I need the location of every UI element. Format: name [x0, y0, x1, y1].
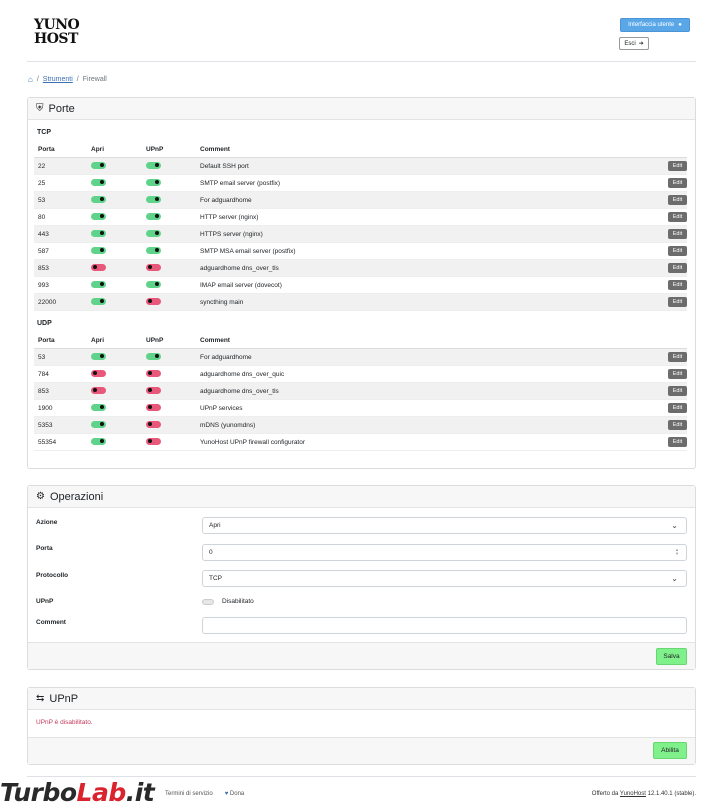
open-toggle[interactable] — [91, 438, 106, 445]
port-input[interactable] — [202, 544, 687, 561]
port-number: 993 — [38, 281, 49, 289]
upnp-toggle[interactable] — [146, 230, 161, 237]
protocol-label: Protocollo — [36, 572, 69, 579]
port-comment: YunoHost UPnP firewall configurator — [200, 438, 306, 446]
edit-button[interactable]: Edit — [668, 386, 687, 396]
column-header: Apri — [91, 336, 104, 344]
open-cell — [91, 247, 146, 256]
edit-cell — [661, 178, 687, 188]
open-toggle[interactable] — [91, 421, 106, 428]
edit-cell — [661, 229, 687, 239]
port-comment: adguardhome dns_over_tls — [200, 264, 279, 272]
edit-cell — [661, 297, 687, 307]
edit-cell — [661, 386, 687, 396]
ports-card — [27, 97, 696, 469]
open-toggle[interactable] — [91, 281, 106, 288]
upnp-cell — [146, 421, 200, 430]
upnp-switch[interactable] — [202, 599, 214, 605]
upnp-cell — [146, 213, 200, 222]
sign-out-icon: ➜ — [638, 41, 644, 47]
column-header: Comment — [200, 145, 230, 153]
port-comment: SMTP MSA email server (postfix) — [200, 247, 296, 255]
udp-table — [34, 332, 687, 451]
port-comment: mDNS (yunomdns) — [200, 421, 256, 429]
breadcrumb — [28, 75, 107, 84]
port-comment: HTTP server (nginx) — [200, 213, 259, 221]
action-value: Apri — [209, 522, 221, 529]
offered-prefix: Offerto da — [591, 791, 619, 797]
open-cell — [91, 281, 146, 290]
open-toggle[interactable] — [91, 179, 106, 186]
upnp-cell — [146, 196, 200, 205]
open-cell — [91, 179, 146, 188]
port-comment: adguardhome dns_over_tls — [200, 387, 279, 395]
port-label: Porta — [36, 545, 53, 552]
table-row — [34, 417, 687, 434]
upnp-toggle[interactable] — [146, 404, 161, 411]
table-row — [34, 383, 687, 400]
upnp-toggle[interactable] — [146, 281, 161, 288]
comment-label: Comment — [36, 619, 66, 626]
edit-cell — [661, 263, 687, 273]
port-comment: For adguardhome — [200, 353, 252, 361]
heart-icon: ♥ — [224, 791, 229, 797]
table-row — [34, 175, 687, 192]
port-number: 853 — [38, 264, 49, 272]
edit-cell — [661, 161, 687, 171]
turbolab-watermark — [0, 778, 154, 807]
port-comment: For adguardhome — [200, 196, 252, 204]
action-select[interactable] — [202, 517, 687, 534]
port-number: 784 — [38, 370, 49, 378]
port-number: 22 — [38, 162, 46, 170]
table-row — [34, 366, 687, 383]
upnp-card-footer — [28, 737, 695, 764]
exchange-icon: ⇆ — [36, 693, 45, 704]
shield-icon: ⛨ — [36, 103, 44, 114]
edit-button[interactable]: Edit — [668, 369, 687, 379]
upnp-title: UPnP — [49, 692, 79, 705]
port-number: 853 — [38, 387, 49, 395]
upnp-toggle[interactable] — [146, 298, 161, 305]
donate-link[interactable] — [225, 791, 245, 797]
save-button[interactable]: Salva — [656, 648, 687, 665]
upnp-cell — [146, 162, 200, 171]
upnp-cell — [146, 247, 200, 256]
tcp-label: TCP — [37, 129, 51, 136]
footer-credit — [592, 791, 696, 797]
port-number: 55354 — [38, 438, 57, 446]
port-number: 80 — [38, 213, 46, 221]
user-icon: ● — [678, 22, 682, 28]
open-toggle[interactable] — [91, 387, 106, 394]
logout-button[interactable] — [619, 37, 649, 50]
upnp-toggle[interactable] — [146, 213, 161, 220]
ports-card-header — [28, 98, 695, 120]
table-row — [34, 277, 687, 294]
edit-button[interactable]: Edit — [668, 420, 687, 430]
upnp-toggle[interactable] — [146, 370, 161, 377]
terms-link[interactable]: Termini di servizio — [165, 791, 213, 797]
upnp-cell — [146, 370, 200, 379]
number-spinner-icon[interactable]: ▲ ▼ — [675, 547, 679, 556]
open-toggle[interactable] — [91, 404, 106, 411]
open-cell — [91, 162, 146, 171]
chevron-down-icon: ⌄ — [671, 574, 678, 583]
operations-card — [27, 485, 696, 670]
watermark-part-2: Lab — [76, 778, 126, 807]
upnp-toggle[interactable] — [146, 196, 161, 203]
edit-button[interactable]: Edit — [668, 195, 687, 205]
upnp-toggle[interactable] — [146, 247, 161, 254]
table-row — [34, 158, 687, 175]
port-comment: adguardhome dns_over_quic — [200, 370, 285, 378]
open-cell — [91, 404, 146, 413]
open-cell — [91, 298, 146, 307]
column-header: Apri — [91, 145, 104, 153]
open-cell — [91, 230, 146, 239]
port-value: 0 — [209, 549, 213, 556]
port-comment: Default SSH port — [200, 162, 249, 170]
upnp-cell — [146, 387, 200, 396]
protocol-value: TCP — [209, 575, 222, 582]
yunohost-logo[interactable] — [34, 18, 79, 46]
upnp-toggle[interactable] — [146, 264, 161, 271]
edit-cell — [661, 195, 687, 205]
open-toggle[interactable] — [91, 213, 106, 220]
column-header: Porta — [38, 336, 55, 344]
version-text: 12.1.40.1 (stable). — [647, 791, 696, 797]
upnp-toggle[interactable] — [146, 421, 161, 428]
tcp-table — [34, 141, 687, 311]
port-number: 25 — [38, 179, 46, 187]
open-cell — [91, 196, 146, 205]
footer-divider — [27, 776, 696, 777]
edit-cell — [661, 369, 687, 379]
upnp-card-header — [28, 688, 695, 710]
watermark-part-3: .it — [125, 778, 155, 807]
table-row — [34, 243, 687, 260]
edit-button[interactable]: Edit — [668, 403, 687, 413]
table-header — [34, 332, 687, 349]
comment-input[interactable] — [202, 617, 687, 634]
port-number: 587 — [38, 247, 49, 255]
table-row — [34, 434, 687, 451]
udp-label: UDP — [37, 320, 52, 327]
port-number: 53 — [38, 353, 46, 361]
upnp-toggle[interactable] — [146, 438, 161, 445]
table-header — [34, 141, 687, 158]
upnp-card — [27, 687, 696, 765]
donate-label: Dona — [229, 791, 245, 797]
breadcrumb-current: Firewall — [82, 76, 107, 83]
logo-line-2: HOST — [34, 31, 78, 47]
upnp-cell — [146, 404, 200, 413]
breadcrumb-separator: / — [36, 76, 39, 83]
logo-line-1: YUNO — [34, 17, 80, 33]
edit-cell — [661, 246, 687, 256]
open-toggle[interactable] — [91, 264, 106, 271]
operations-card-header — [28, 486, 695, 508]
edit-button[interactable]: Edit — [668, 161, 687, 171]
table-row — [34, 294, 687, 311]
edit-button[interactable]: Edit — [668, 352, 687, 362]
table-row — [34, 400, 687, 417]
edit-cell — [661, 437, 687, 447]
user-interface-label: Interfaccia utente — [628, 22, 675, 28]
operations-card-footer — [28, 642, 695, 669]
edit-button[interactable]: Edit — [668, 212, 687, 222]
ports-title: Porte — [48, 102, 75, 115]
column-header: UPnP — [146, 145, 164, 153]
table-row — [34, 349, 687, 366]
user-interface-button[interactable] — [620, 18, 690, 32]
yunohost-link[interactable]: YunoHost — [619, 791, 646, 797]
edit-button[interactable]: Edit — [668, 246, 687, 256]
open-cell — [91, 264, 146, 273]
upnp-cell — [146, 298, 200, 307]
upnp-switch-label: Disabilitato — [222, 598, 254, 605]
edit-cell — [661, 403, 687, 413]
edit-cell — [661, 420, 687, 430]
edit-button[interactable]: Edit — [668, 437, 687, 447]
upnp-label: UPnP — [36, 598, 54, 605]
upnp-cell — [146, 264, 200, 273]
breadcrumb-tools-link[interactable]: Strumenti — [42, 76, 73, 83]
column-header: Comment — [200, 336, 230, 344]
logout-label: Esci — [624, 40, 636, 47]
open-cell — [91, 387, 146, 396]
upnp-cell — [146, 230, 200, 239]
port-number: 22000 — [38, 298, 57, 306]
footer-links — [165, 791, 244, 797]
upnp-toggle[interactable] — [146, 162, 161, 169]
upnp-status-message: UPnP è disabilitato. — [36, 719, 93, 726]
table-row — [34, 226, 687, 243]
edit-button[interactable]: Edit — [668, 297, 687, 307]
table-row — [34, 260, 687, 277]
edit-button[interactable]: Edit — [668, 280, 687, 290]
open-cell — [91, 370, 146, 379]
open-toggle[interactable] — [91, 196, 106, 203]
column-header: Porta — [38, 145, 55, 153]
edit-button[interactable]: Edit — [668, 263, 687, 273]
open-cell — [91, 213, 146, 222]
upnp-cell — [146, 353, 200, 362]
upnp-cell — [146, 438, 200, 447]
cogs-icon: ⚙ — [36, 491, 45, 502]
open-toggle[interactable] — [91, 162, 106, 169]
open-toggle[interactable] — [91, 230, 106, 237]
upnp-cell — [146, 179, 200, 188]
upnp-toggle[interactable] — [146, 179, 161, 186]
upnp-cell — [146, 281, 200, 290]
port-comment: UPnP services — [200, 404, 243, 412]
port-comment: syncthing main — [200, 298, 244, 306]
table-row — [34, 192, 687, 209]
edit-button[interactable]: Edit — [668, 229, 687, 239]
open-cell — [91, 438, 146, 447]
open-toggle[interactable] — [91, 298, 106, 305]
port-number: 53 — [38, 196, 46, 204]
action-label: Azione — [36, 519, 58, 526]
column-header: UPnP — [146, 336, 164, 344]
chevron-down-icon: ⌄ — [671, 521, 678, 530]
upnp-toggle[interactable] — [146, 387, 161, 394]
port-number: 443 — [38, 230, 49, 238]
edit-cell — [661, 280, 687, 290]
enable-upnp-button[interactable]: Abilita — [653, 742, 687, 759]
upnp-toggle[interactable] — [146, 353, 161, 360]
port-comment: IMAP email server (dovecot) — [200, 281, 282, 289]
open-cell — [91, 353, 146, 362]
open-toggle[interactable] — [91, 353, 106, 360]
open-cell — [91, 421, 146, 430]
watermark-part-1: Turbo — [0, 778, 77, 807]
table-row — [34, 209, 687, 226]
edit-button[interactable]: Edit — [668, 178, 687, 188]
open-toggle[interactable] — [91, 247, 106, 254]
port-comment: HTTPS server (nginx) — [200, 230, 263, 238]
protocol-select[interactable] — [202, 570, 687, 587]
open-toggle[interactable] — [91, 370, 106, 377]
port-number: 1900 — [38, 404, 53, 412]
port-number: 5353 — [38, 421, 53, 429]
breadcrumb-separator: / — [76, 76, 79, 83]
edit-cell — [661, 352, 687, 362]
port-comment: SMTP email server (postfix) — [200, 179, 281, 187]
operations-title: Operazioni — [49, 490, 104, 503]
home-icon[interactable]: ⌂ — [28, 75, 33, 84]
edit-cell — [661, 212, 687, 222]
header-divider — [27, 61, 696, 62]
